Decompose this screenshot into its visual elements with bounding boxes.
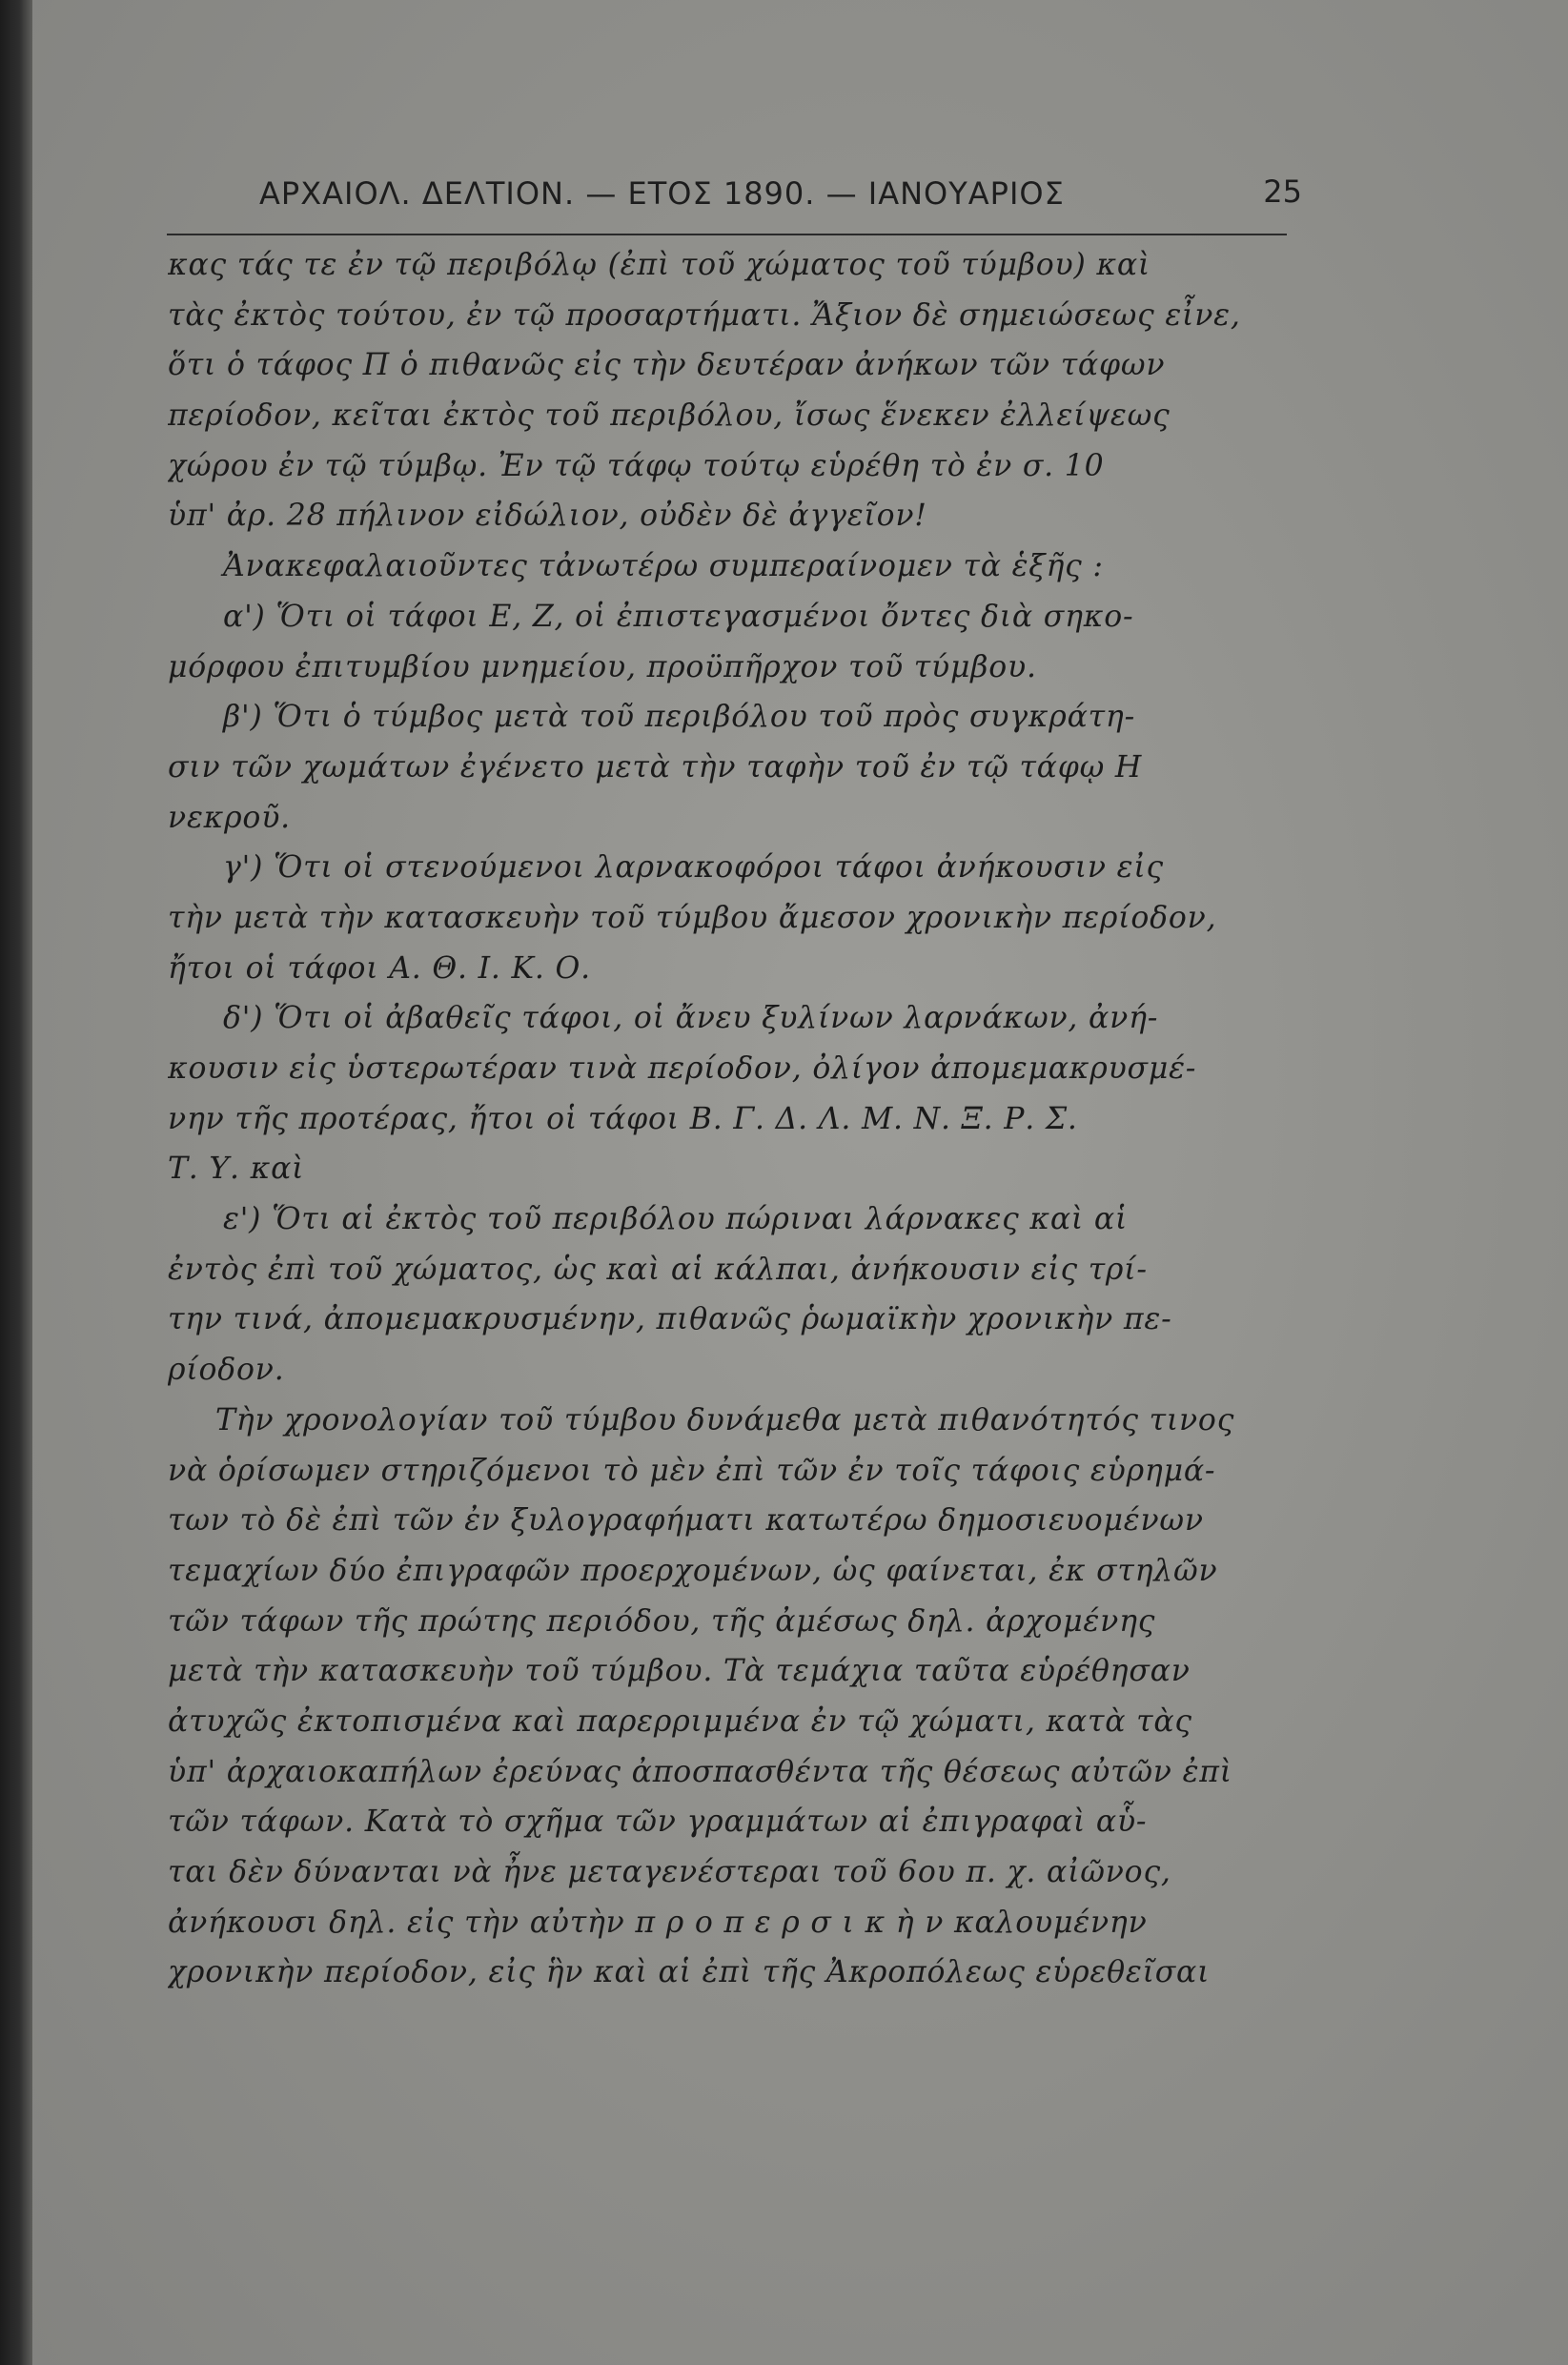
- text-line: νὰ ὁρίσωμεν στηριζόμενοι τὸ μὲν ἐπὶ τῶν ἐν τοῖς τάφοις εὑρημά-: [168, 1453, 1216, 1488]
- text-line: γ') Ὅτι οἱ στενούμενοι λαρνακοφόροι τάφοι ἀνήκουσιν εἰς: [223, 850, 1164, 886]
- text-line: νην τῆς προτέρας, ἤτοι οἱ τάφοι Β. Γ. Δ. Λ. Μ. Ν. Ξ. Ρ. Σ.: [168, 1101, 1078, 1136]
- text-line: νεκροῦ.: [168, 800, 291, 835]
- text-line: χρονικὴν περίοδον, εἰς ἣν καὶ αἱ ἐπὶ τῆς Ἀκροπόλεως εὑρεθεῖσαι: [168, 1955, 1211, 1990]
- text-line: ται δὲν δύνανται νὰ ἦνε μεταγενέστεραι τοῦ 6ου π. χ. αἰῶνος,: [168, 1855, 1171, 1889]
- text-line: ὅτι ὁ τάφος Π ὁ πιθανῶς εἰς τὴν δευτέραν ἀνήκων τῶν τάφων: [168, 348, 1166, 383]
- text-line: τεμαχίων δύο ἐπιγραφῶν προερχομένων, ὡς φαίνεται, ἐκ στηλῶν: [168, 1553, 1218, 1588]
- text-line: β') Ὅτι ὁ τύμβος μετὰ τοῦ περιβόλου τοῦ πρὸς συγκράτη-: [223, 700, 1136, 735]
- text-line: ὑπ' ἀρ. 28 πήλινον εἰδώλιον, οὐδὲν δὲ ἀγγεῖον!: [168, 499, 927, 534]
- text-line: περίοδον, κεῖται ἐκτὸς τοῦ περιβόλου, ἴσως ἕνεκεν ἐλλείψεως: [168, 398, 1171, 434]
- text-line: ἐντὸς ἐπὶ τοῦ χώματος, ὡς καὶ αἱ κάλπαι, ἀνήκουσιν εἰς τρί-: [168, 1252, 1148, 1287]
- text-line: ἀνήκουσι δηλ. εἰς τὴν αὐτὴν π ρ ο π ε ρ σ ι κ ὴ ν καλουμένην: [168, 1905, 1148, 1940]
- text-line: των τὸ δὲ ἐπὶ τῶν ἐν ξυλογραφήματι κατωτέρω δημοσιευομένων: [168, 1503, 1204, 1539]
- text-line: Ἀνακεφαλαιοῦντες τἀνωτέρω συμπεραίνομεν τὰ ἑξῆς :: [223, 549, 1104, 584]
- text-line: ἀτυχῶς ἐκτοπισμένα καὶ παρερριμμένα ἐν τῷ χώματι, κατὰ τὰς: [168, 1703, 1192, 1739]
- text-line: τὰς ἐκτὸς τούτου, ἐν τῷ προσαρτήματι. Ἄξιον δὲ σημειώσεως εἶνε,: [168, 297, 1241, 333]
- text-line: α') Ὅτι οἱ τάφοι Ε, Ζ, οἱ ἐπιστεγασμένοι ὄντες διὰ σηκο-: [223, 599, 1134, 634]
- text-line: Τὴν χρονολογίαν τοῦ τύμβου δυνάμεθα μετὰ πιθανότητός τινος: [215, 1402, 1235, 1437]
- book-binding-edge: [0, 0, 32, 2365]
- text-line: ἤτοι οἱ τάφοι Α. Θ. Ι. Κ. Ο.: [168, 950, 591, 986]
- text-line: την τινά, ἀπομεμακρυσμένην, πιθανῶς ῥωμαϊκὴν χρονικὴν πε-: [168, 1302, 1172, 1337]
- text-line: σιν τῶν χωμάτων ἐγένετο μετὰ τὴν ταφὴν τοῦ ἐν τῷ τάφῳ Η: [168, 749, 1143, 785]
- page-number: 25: [1263, 173, 1302, 210]
- text-line: τῶν τάφων τῆς πρώτης περιόδου, τῆς ἀμέσως δηλ. ἀρχομένης: [168, 1603, 1156, 1639]
- text-line: ε') Ὅτι αἱ ἐκτὸς τοῦ περιβόλου πώριναι λάρνακες καὶ αἱ: [223, 1202, 1129, 1237]
- text-line: μόρφου ἐπιτυμβίου μνημείου, προϋπῆρχον τοῦ τύμβου.: [168, 649, 1037, 684]
- text-line: ὑπ' ἀρχαιοκαπήλων ἐρεύνας ἀποσπασθέντα τῆς θέσεως αὐτῶν ἐπὶ: [168, 1754, 1232, 1789]
- text-line: τὴν μετὰ τὴν κατασκευὴν τοῦ τύμβου ἄμεσον χρονικὴν περίοδον,: [168, 900, 1217, 935]
- body-text: [168, 240, 1293, 2049]
- text-line: [168, 1998, 1293, 2049]
- text-line: Τ. Υ. καὶ: [168, 1152, 305, 1187]
- page-header: [221, 168, 1302, 225]
- running-title: ΑΡΧΑΙΟΛ. ΔΕΛΤΙΟΝ. — ΕΤΟΣ 1890. — ΙΑΝΟΥΑΡΙΟΣ: [259, 175, 1065, 212]
- text-line: κας τάς τε ἐν τῷ περιβόλῳ (ἐπὶ τοῦ χώματος τοῦ τύμβου) καὶ: [168, 248, 1151, 282]
- text-line: τῶν τάφων. Κατὰ τὸ σχῆμα τῶν γραμμάτων αἱ ἐπιγραφαὶ αὗ-: [168, 1804, 1148, 1840]
- text-line: κουσιν εἰς ὑστερωτέραν τινὰ περίοδον, ὀλίγον ἀπομεμακρυσμέ-: [168, 1051, 1197, 1086]
- text-line: δ') Ὅτι οἱ ἀβαθεῖς τάφοι, οἱ ἄνευ ξυλίνων λαρνάκων, ἀνή-: [223, 1001, 1159, 1036]
- text-line: μετὰ τὴν κατασκευὴν τοῦ τύμβου. Τὰ τεμάχια ταῦτα εὑρέθησαν: [168, 1654, 1191, 1689]
- text-line: ρίοδον.: [168, 1353, 285, 1388]
- header-rule: [167, 234, 1287, 235]
- text-line: χώρου ἐν τῷ τύμβῳ. Ἐν τῷ τάφῳ τούτῳ εὑρέθη τὸ ἐν σ. 10: [168, 448, 1105, 483]
